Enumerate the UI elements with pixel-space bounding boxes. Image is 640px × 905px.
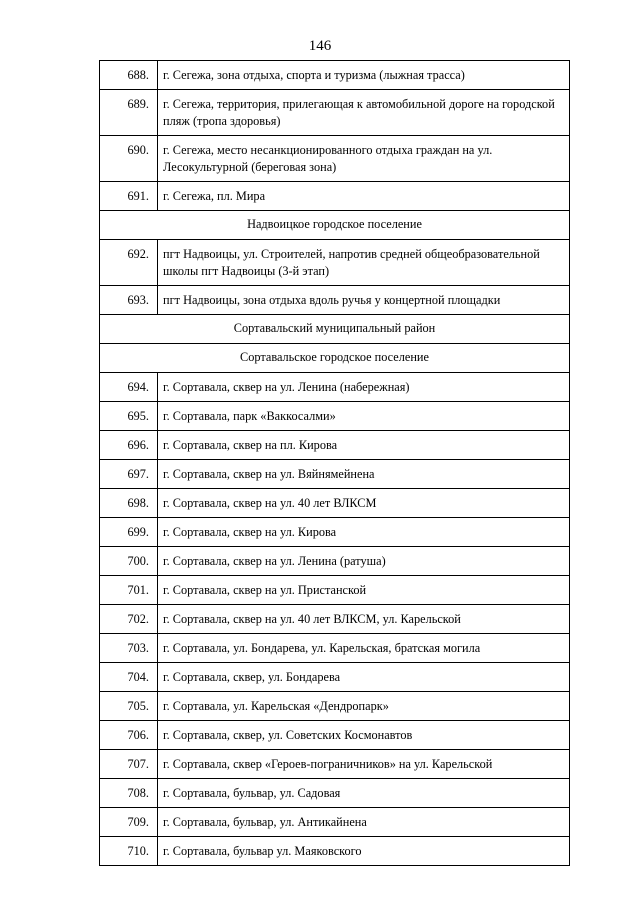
table-row <box>100 779 570 808</box>
table-row <box>100 663 570 692</box>
table-row <box>100 721 570 750</box>
table-row <box>100 402 570 431</box>
table-row <box>100 286 570 315</box>
place-description: г. Сортавала, сквер на ул. Ленина (набережная) <box>158 373 570 402</box>
row-number: 706. <box>100 721 158 750</box>
table-row <box>100 136 570 182</box>
table-row <box>100 837 570 866</box>
place-description: г. Сортавала, сквер, ул. Советских Космонавтов <box>158 721 570 750</box>
table-row <box>100 373 570 402</box>
place-description: г. Сегежа, пл. Мира <box>158 182 570 211</box>
table-row <box>100 431 570 460</box>
row-number: 709. <box>100 808 158 837</box>
table-row <box>100 634 570 663</box>
table-row <box>100 750 570 779</box>
place-description: г. Сортавала, сквер на ул. Ленина (ратуша) <box>158 547 570 576</box>
place-description: г. Сегежа, зона отдыха, спорта и туризма (лыжная трасса) <box>158 61 570 90</box>
place-description: г. Сортавала, сквер, ул. Бондарева <box>158 663 570 692</box>
table-row <box>100 460 570 489</box>
row-number: 698. <box>100 489 158 518</box>
place-description: г. Сортавала, парк «Ваккосалми» <box>158 402 570 431</box>
row-number: 699. <box>100 518 158 547</box>
table-row <box>100 489 570 518</box>
page-number: 146 <box>308 38 332 54</box>
row-number: 703. <box>100 634 158 663</box>
row-number: 693. <box>100 286 158 315</box>
place-description: г. Сортавала, сквер «Героев-пограничников» на ул. Карельской <box>158 750 570 779</box>
place-description: г. Сортавала, бульвар, ул. Антикайнена <box>158 808 570 837</box>
place-description: г. Сортавала, бульвар ул. Маяковского <box>158 837 570 866</box>
row-number: 705. <box>100 692 158 721</box>
place-description: г. Сортавала, бульвар, ул. Садовая <box>158 779 570 808</box>
row-number: 710. <box>100 837 158 866</box>
place-description: г. Сегежа, место несанкционированного отдыха граждан на ул. Лесокультурной (береговая зона) <box>158 136 570 182</box>
row-number: 690. <box>100 136 158 182</box>
place-description: г. Сегежа, территория, прилегающая к автомобильной дороге на городской пляж (тропа здоровья) <box>158 90 570 136</box>
table-row <box>100 240 570 286</box>
place-description: пгт Надвоицы, зона отдыха вдоль ручья у концертной площадки <box>158 286 570 315</box>
row-number: 702. <box>100 605 158 634</box>
place-description: г. Сортавала, сквер на ул. Пристанской <box>158 576 570 605</box>
place-description: г. Сортавала, сквер на ул. 40 лет ВЛКСМ <box>158 489 570 518</box>
section-row <box>100 344 570 373</box>
section-heading: Сортавальское городское поселение <box>100 344 570 373</box>
section-row <box>100 211 570 240</box>
row-number: 700. <box>100 547 158 576</box>
table-row <box>100 90 570 136</box>
row-number: 689. <box>100 90 158 136</box>
place-description: г. Сортавала, ул. Бондарева, ул. Карельская, братская могила <box>158 634 570 663</box>
row-number: 691. <box>100 182 158 211</box>
place-description: г. Сортавала, сквер на ул. Кирова <box>158 518 570 547</box>
row-number: 697. <box>100 460 158 489</box>
table-row <box>100 61 570 90</box>
section-heading: Надвоицкое городское поселение <box>100 211 570 240</box>
row-number: 688. <box>100 61 158 90</box>
table-row <box>100 808 570 837</box>
row-number: 708. <box>100 779 158 808</box>
place-description: г. Сортавала, сквер на ул. Вяйнямейнена <box>158 460 570 489</box>
table-row <box>100 605 570 634</box>
section-row <box>100 315 570 344</box>
registry-table <box>99 60 570 866</box>
row-number: 696. <box>100 431 158 460</box>
place-description: г. Сортавала, ул. Карельская «Дендропарк» <box>158 692 570 721</box>
place-description: пгт Надвоицы, ул. Строителей, напротив средней общеобразовательной школы пгт Надвоицы (3-й этап) <box>158 240 570 286</box>
section-heading: Сортавальский муниципальный район <box>100 315 570 344</box>
table-row <box>100 518 570 547</box>
row-number: 704. <box>100 663 158 692</box>
row-number: 707. <box>100 750 158 779</box>
row-number: 695. <box>100 402 158 431</box>
place-description: г. Сортавала, сквер на пл. Кирова <box>158 431 570 460</box>
place-description: г. Сортавала, сквер на ул. 40 лет ВЛКСМ, ул. Карельской <box>158 605 570 634</box>
row-number: 701. <box>100 576 158 605</box>
table-row <box>100 576 570 605</box>
row-number: 694. <box>100 373 158 402</box>
table-row <box>100 182 570 211</box>
registry-table-body <box>100 61 570 866</box>
table-row <box>100 547 570 576</box>
row-number: 692. <box>100 240 158 286</box>
table-row <box>100 692 570 721</box>
